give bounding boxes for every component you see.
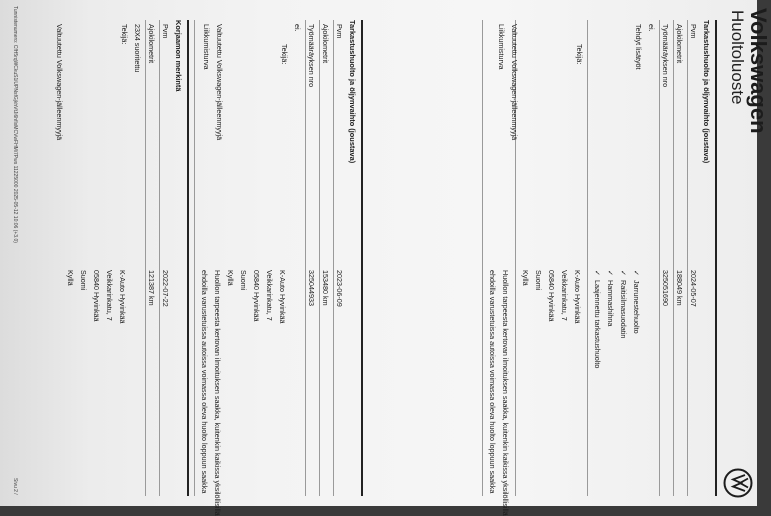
row-label: Pvm (161, 24, 170, 39)
performer-line: Kyllä (521, 270, 530, 286)
row-label: Ajokilometrit (321, 24, 330, 64)
section-title: Tarkastushuolto ja öljynvaihto (joustava) (702, 20, 711, 164)
document-title: Huoltoluoste (728, 10, 747, 105)
row-label: Ajokilometrit (675, 24, 684, 64)
mobility-line: ehdoilla varustetuissa autoissa voimassa oleva huolto loppuun saakka (488, 270, 497, 494)
row-value: 121387 km (147, 270, 156, 306)
performer-line: 05840 Hyvinkää (547, 270, 556, 322)
row-value: 325051690 (661, 270, 670, 306)
mobility-line: Huollon tarpeesta kertovan ilmoituksen saakka, kuitenkin kaikissa yksilöllisillä (501, 270, 510, 516)
mileage-row (145, 20, 159, 496)
performer-label: Tekijä: (120, 24, 129, 45)
row-value: 188049 km (675, 270, 684, 306)
mobility-block (482, 20, 515, 516)
row-label: Pvm (689, 24, 698, 39)
extra-work-item: ✓ Raitisilmasuodatin (617, 270, 630, 496)
extra-work-block (587, 20, 646, 496)
extra-work-item: ✓ Hammashihna (604, 270, 617, 496)
extra-work-item: ✓ Laajennettu tarkastushuolto (591, 270, 604, 496)
mobility-line: Huollon tarpeesta kertovan ilmoituksen saakka, kuitenkin kaikissa yksilöllisillä (213, 270, 222, 516)
row-value: 2023-06-09 (335, 270, 344, 307)
volkswagen-logo-icon (723, 468, 753, 498)
performer-line: K-Auto Hyvinkää (573, 270, 582, 324)
work-done-row (132, 20, 145, 496)
row-value: 153480 km (321, 270, 330, 306)
performer-line: 05840 Hyvinkää (92, 270, 101, 322)
row-label: Työmääräyksen nro (661, 24, 670, 88)
performer-line: Suomi (79, 270, 88, 291)
mileage-row (673, 20, 687, 496)
date-row (333, 20, 347, 496)
performer-line: Veikkarinkatu, 7 (560, 270, 569, 321)
performer-line: K-Auto Hyvinkää (118, 270, 127, 324)
work-order-row (659, 20, 673, 496)
section-rule (187, 20, 189, 496)
extra-work-label: Tehdyt lisätyöt (634, 24, 643, 70)
service-entry-2 (194, 20, 363, 516)
document-footer: Tunnistenumero: CfH5rqWCkuS1iUPNsfGjkhVtJi6hfIxMCVwFHMi7Pws 11225000 2025-05-12 10:06 (+3.0) (12, 6, 18, 243)
performer-line: K-Auto Hyvinkää (278, 270, 287, 324)
service-entry-1 (482, 20, 717, 516)
row-label: Ajokilometrit (147, 24, 156, 64)
row-value: 2022-07-22 (161, 270, 170, 307)
misc-row (646, 20, 659, 496)
workshop-entry (55, 20, 189, 496)
row-value: 325044933 (307, 270, 316, 306)
misc-row (292, 20, 305, 496)
brand-name: Volkswagen (746, 8, 771, 134)
performer-block (55, 20, 132, 496)
row-label: Työmääräyksen nro (307, 24, 316, 88)
performer-line: 05840 Hyvinkää (252, 270, 261, 322)
mileage-row (319, 20, 333, 496)
performer-label: Tekijä: (280, 44, 289, 65)
performer-line: Veikkarinkatu, 7 (265, 270, 274, 321)
performer-block (194, 20, 292, 516)
extra-work-item: ✓ Jarrunestehuolto (630, 270, 643, 496)
section-title: Korjaamon merkintä (174, 20, 183, 92)
section-title: Tarkastushuolto ja öljynvaihto (joustava) (348, 20, 357, 164)
authorized-dealer-label: Valtuutettu Volkswagen-jälleenmyyjä (510, 24, 519, 141)
mobility-label: Liikkumisturva (497, 24, 506, 70)
row-value: 2024-05-07 (689, 270, 698, 307)
performer-line: Suomi (534, 270, 543, 291)
work-order-row (305, 20, 319, 496)
authorized-dealer-label: Valtuutettu Volkswagen-jälleenmyyjä (215, 24, 224, 141)
performer-line: Veikkarinkatu, 7 (105, 270, 114, 321)
performer-label: Tekijä: (575, 44, 584, 65)
section-rule (361, 20, 363, 496)
row-label: 23X4 suoritettu (133, 24, 142, 73)
date-row (687, 20, 701, 496)
performer-line: Suomi (239, 270, 248, 291)
authorized-dealer-label: Valtuutettu Volkswagen-jälleenmyyjä (55, 24, 64, 141)
mobility-line: ehdoilla varustetuissa autoissa voimassa oleva huolto loppuun saakka (200, 270, 209, 494)
page-number: Sivu 2 / (12, 478, 18, 495)
performer-line: Kyllä (226, 270, 235, 286)
date-row (159, 20, 173, 496)
row-label: ei. (293, 24, 302, 32)
section-rule (715, 20, 717, 496)
performer-line: Kyllä (66, 270, 75, 286)
row-label: Pvm (335, 24, 344, 39)
row-label: ei. (647, 24, 656, 32)
mobility-label: Liikkumisturva (202, 24, 211, 70)
